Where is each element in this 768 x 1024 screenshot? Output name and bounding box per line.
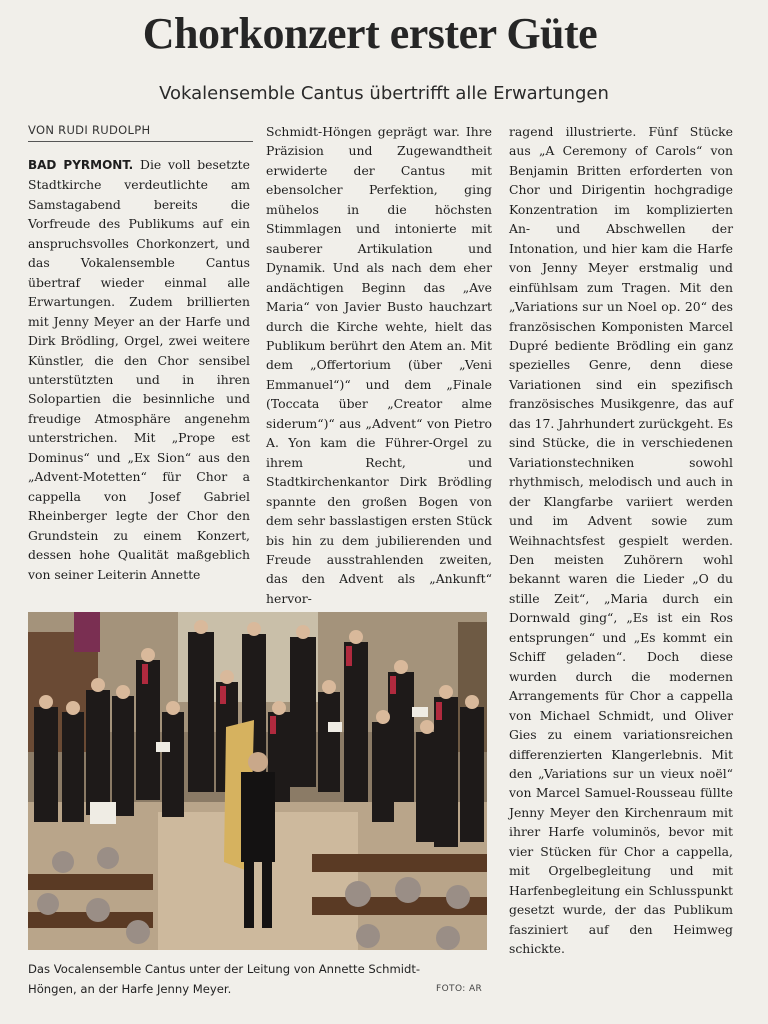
column-3-text: ragend illustrierte. Fünf Stücke aus „A Ceremony of Carols“ von Benjamin Britten erforderten von Chor und Dirigentin hochgradige Konzentration im komplizierten An- und Abschwellen der Intonation, und hier kam die Harfe von Jenny Meyer erstmalig und einfühlsam zum Tragen. Mit den „Variations sur un Noel op. 20“ des französischen Komponisten Marcel Dupré bediente Brödling ein ganz spezielles Genre, denn diese Variationen sind ein spezifisch französisches Musikgenre, das auf das 17. Jahrhundert zurückgeht. Es sind Stücke, die in verschiedenen Variationstechniken sowohl rhythmisch, melodisch und auch in der Klangfarbe variiert werden und im Advent sowie zum Weihnachtsfest gespielt werden. Den meisten Zuhörern wohl bekannt waren die Lieder „O du stille Zeit“, „Maria durch ein Dornwald ging“, „Es ist ein Ros entsprungen“ und „Es kommt ein Schiff geladen“. Doch diese wurden durch die modernen Arrangements für Chor a cappella von Michael Schmidt, und Oliver Gies zu einem variationsreichen differenzierten Klangerlebnis. Mit den „Variations sur un vieux noël“ von Marcel Samuel-Rousseau füllte Jenny Meyer den Kirchenraum mit ihrer Harfe voluminös, bevor mit vier Stücken für Chor a cappella, mit Orgelbegleitung und mit Harfenbegleitung ein Schlusspunkt gesetzt wurde, der das Publikum fasziniert auf den Heimweg schickte. <box>509 124 733 957</box>
headline: Chorkonzert erster Güte <box>142 9 598 58</box>
article-column-3 <box>509 122 733 1007</box>
choir-photo <box>28 612 487 950</box>
photo-credit: FOTO: AR <box>436 984 483 994</box>
column-1-text: Die voll besetzte Stadtkirche verdeutlichte am Samstagabend bereits die Vorfreude des Publikums auf ein anspruchsvolles Chorkonzert, und das Vokalensemble Cantus übertraf wieder einmal alle Erwartungen. Zudem brillierten mit Jenny Meyer an der Harfe und Dirk Brödling, Orgel, zwei weitere Künstler, die den Chor sensibel unterstützten und in ihren Solopartien die besinnliche und freudige Atmosphäre angenehm unterstrichen. Mit „Prope est Dominus“ und „Ex Sion“ aus den „Advent-Motetten“ für Chor a cappella von Josef Gabriel Rheinberger legte der Chor den Grundstein zu einem Konzert, dessen hohe Qualität maßgeblich von seiner Leiterin Annette <box>28 157 250 582</box>
byline: VON RUDI RUDOLPH <box>28 123 151 137</box>
dateline: BAD PYRMONT. <box>28 158 134 172</box>
byline-divider <box>28 141 253 142</box>
column-2-text: Schmidt-Höngen geprägt war. Ihre Präzision und Zugewandtheit erwiderte der Cantus mit ebensolcher Perfektion, ging mühelos in die höchsten Stimmlagen und intonierte mit sauberer Artikulation und Dynamik. Und als nach dem eher andächtigen Beginn das „Ave Maria“ von Javier Busto hauchzart durch die Kirche wehte, hielt das Publikum berührt den Atem an. Mit dem „Offertorium (über „Veni Emmanuel“)“ und dem „Finale (Toccata über „Creator alme siderum“)“ aus „Advent“ von Pietro A. Yon kam die Führer-Orgel zu ihrem Recht, und Stadtkirchenkantor Dirk Brödling spannte den großen Bogen von dem sehr basslastigen ersten Stück bis hin zu dem jubilierenden und Freude ausstrahlenden zweiten, das den Advent als „Ankunft“ hervor- <box>266 124 492 606</box>
subheadline: Vokalensemble Cantus übertrifft alle Erwartungen <box>159 83 609 104</box>
article-column-2 <box>266 122 492 606</box>
photo-caption: Das Vocalensemble Cantus unter der Leitung von Annette Schmidt-Höngen, an der Harfe Jenny Meyer. <box>28 962 421 996</box>
article-column-1 <box>28 155 250 595</box>
